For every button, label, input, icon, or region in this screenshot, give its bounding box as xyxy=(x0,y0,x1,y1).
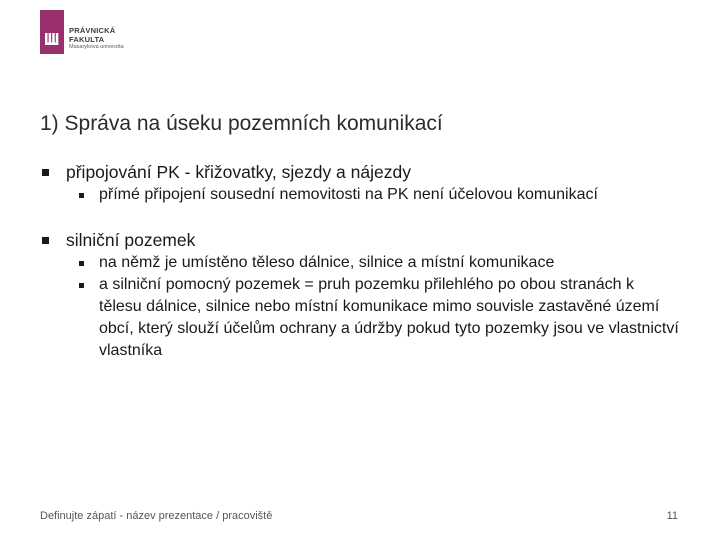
page-number: 11 xyxy=(666,510,678,522)
logo-line-1: PRÁVNICKÁ xyxy=(69,26,116,35)
logo-line-2: FAKULTA xyxy=(69,34,105,44)
slide-content xyxy=(40,160,680,362)
sub-list xyxy=(66,252,680,362)
sub-list xyxy=(66,184,680,206)
slide-title: 1) Správa na úseku pozemních komunikací xyxy=(40,112,443,135)
section-connections xyxy=(40,160,680,206)
logo-line-3: Masarykova univerzita xyxy=(69,44,124,50)
list-item xyxy=(66,252,680,274)
logo-text xyxy=(69,27,124,51)
section-text: připojování PK - křižovatky, sjezdy a nájezdy xyxy=(66,162,411,182)
faculty-logo xyxy=(40,10,124,54)
square-bullet-icon xyxy=(79,261,84,266)
square-bullet-icon xyxy=(42,169,49,176)
square-bullet-icon xyxy=(42,237,49,244)
square-bullet-icon xyxy=(79,193,84,198)
footer-text: Definujte zápatí - název prezentace / pracoviště xyxy=(40,510,273,522)
section-text: silniční pozemek xyxy=(66,230,196,250)
list-item xyxy=(66,274,680,362)
square-bullet-icon xyxy=(79,283,84,288)
section-road-land xyxy=(40,228,680,362)
list-item xyxy=(66,184,680,206)
list-item-text: přímé připojení sousední nemovitosti na PK není účelovou komunikací xyxy=(99,186,598,203)
logo-mark-icon xyxy=(40,10,64,54)
list-item-text: na němž je umístěno těleso dálnice, silnice a místní komunikace xyxy=(99,254,555,271)
list-item-text: a silniční pomocný pozemek = pruh pozemku přilehlého po obou stranách k tělesu dálnice, silnice nebo místní komunikace mimo souvisle zastavěné území obcí, který slouží účelům ochrany a údržby pokud tyto pozemky jsou ve vlastnictví vlastníka xyxy=(99,276,679,359)
